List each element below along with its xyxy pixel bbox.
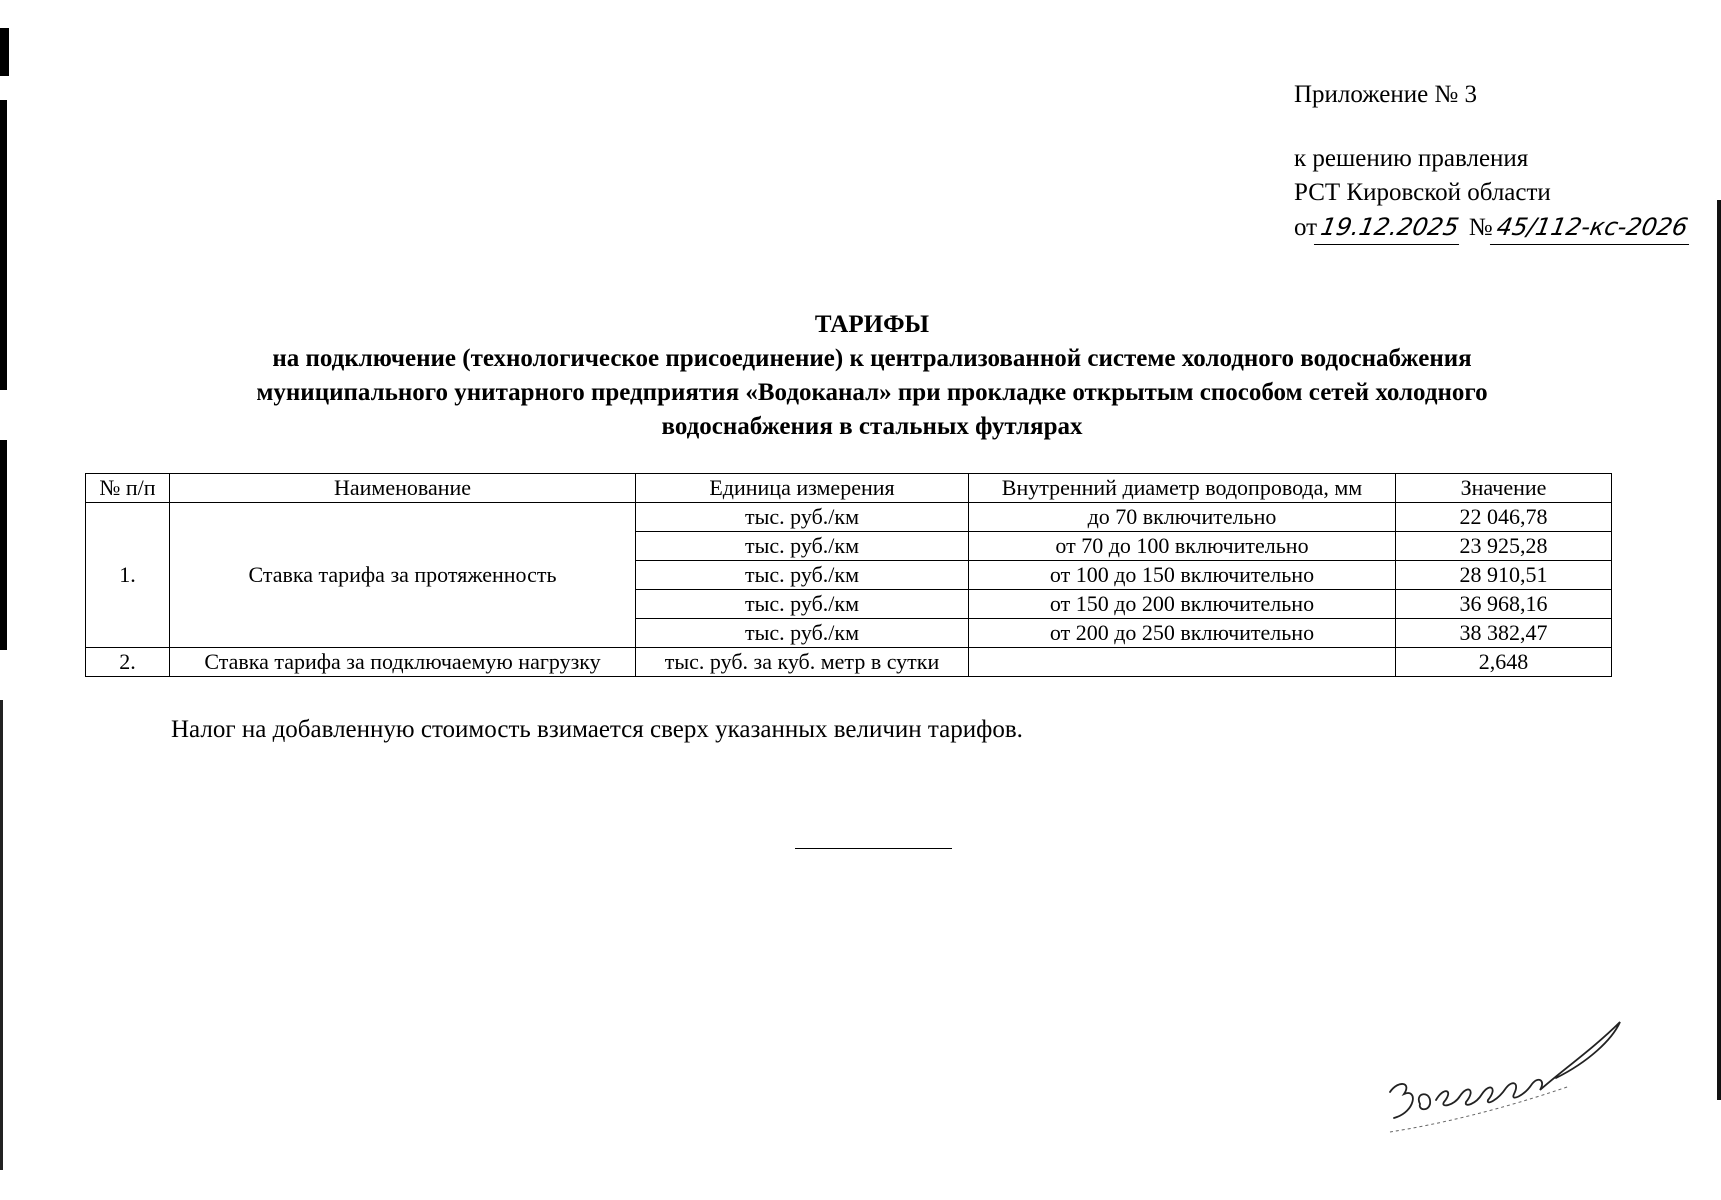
scan-mark [0,700,3,1170]
scan-edge-right [1717,200,1721,1100]
header-cell-unit: Единица измерения [636,474,969,503]
handwritten-number: 45/112-кс-2026 [1490,210,1695,245]
scan-mark [0,100,7,390]
document-heading [80,308,1664,444]
row-unit: тыс. руб./км [636,532,969,561]
heading-line1: на подключение (технологическое присоединение) к централизованной системе холодного водоснабжения [272,345,1472,372]
row-diameter: от 150 до 200 включительно [969,590,1396,619]
row-unit: тыс. руб./км [636,503,969,532]
closing-rule [795,848,952,849]
row-value: 28 910,51 [1396,561,1612,590]
scan-mark [0,440,7,650]
table-row [86,648,1612,677]
date-prefix: от [1294,214,1318,241]
row-unit: тыс. руб./км [636,561,969,590]
row-diameter: от 100 до 150 включительно [969,561,1396,590]
row-value: 38 382,47 [1396,619,1612,648]
row-unit: тыс. руб. за куб. метр в сутки [636,648,969,677]
heading-line2: муниципального унитарного предприятия «Водоканал» при прокладке открытым способом сетей холодного [256,379,1488,406]
appendix-line1: к решению правления [1294,145,1529,172]
row-name: Ставка тарифа за протяженность [170,503,636,648]
header-cell-diameter: Внутренний диаметр водопровода, мм [969,474,1396,503]
appendix-title: Приложение № 3 [1294,81,1478,108]
row-value: 23 925,28 [1396,532,1612,561]
scan-edge [0,0,11,1200]
appendix-line2: РСТ Кировской области [1294,179,1551,206]
row-unit: тыс. руб./км [636,590,969,619]
handwritten-date: 19.12.2025 [1314,210,1466,245]
row-diameter: от 70 до 100 включительно [969,532,1396,561]
tariff-table [85,473,1612,677]
row-unit: тыс. руб./км [636,619,969,648]
appendix-block [1294,78,1691,245]
row-number: 1. [86,503,170,648]
header-cell-value: Значение [1396,474,1612,503]
appendix-date-line [1294,210,1691,245]
row-number: 2. [86,648,170,677]
row-diameter [969,648,1396,677]
signature-mark [1380,1000,1660,1150]
header-cell-number: № п/п [86,474,170,503]
row-value: 22 046,78 [1396,503,1612,532]
heading-line3: водоснабжения в стальных футлярах [661,413,1083,440]
row-name: Ставка тарифа за подключаемую нагрузку [170,648,636,677]
scan-mark [0,28,9,76]
header-cell-name: Наименование [170,474,636,503]
heading-title: ТАРИФЫ [814,311,930,338]
row-diameter: от 200 до 250 включительно [969,619,1396,648]
row-value: 2,648 [1396,648,1612,677]
number-prefix: № [1468,214,1493,241]
table-row [86,503,1612,532]
row-diameter: до 70 включительно [969,503,1396,532]
vat-note: Налог на добавленную стоимость взимается сверх указанных величин тарифов. [171,716,1023,743]
row-value: 36 968,16 [1396,590,1612,619]
table-header-row [86,474,1612,503]
